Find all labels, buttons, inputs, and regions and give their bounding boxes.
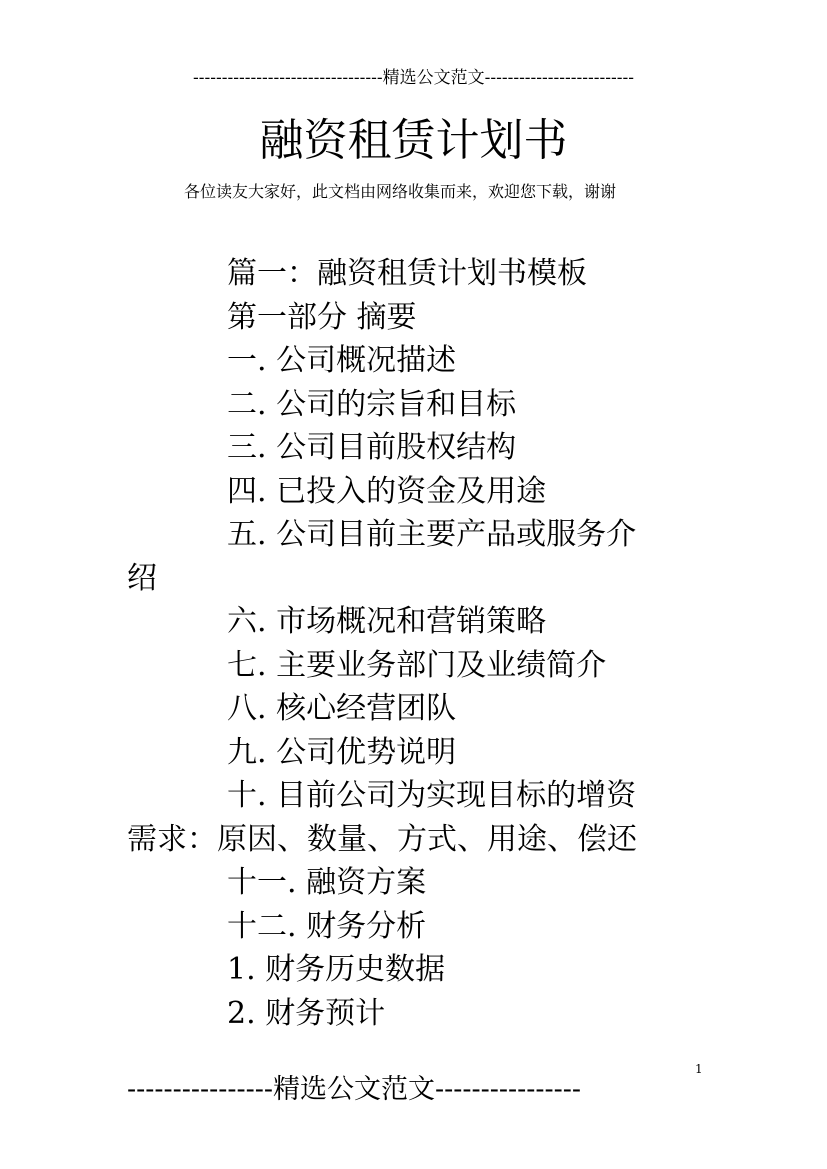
body-line: 绍 [127,560,157,596]
page-number: 1 [695,1062,703,1076]
document-title: 融资租赁计划书 [259,115,568,166]
body-line: 七. 主要业务部门及业绩简介 [227,647,607,683]
document-body [127,252,707,1035]
body-line: 九. 公司优势说明 [227,734,457,770]
body-line: 一. 公司概况描述 [227,343,457,378]
body-line: 十一. 融资方案 [227,865,427,900]
body-line: 十二. 财务分析 [227,908,427,944]
body-line: 二. 公司的宗旨和目标 [227,386,517,422]
body-line: 三. 公司目前股权结构 [227,430,517,465]
body-line: 需求：原因、数量、方式、用途、偿还 [127,821,637,857]
body-line: 四. 已投入的资金及用途 [227,473,547,509]
body-line: 篇一：融资租赁计划书模板 [227,256,587,291]
document-subtitle: 各位读友大家好，此文档由网络收集而来，欢迎您下载，谢谢 [184,182,617,201]
body-line: 2. 财务预计 [227,995,386,1031]
page-footer: ----------------精选公文范文---------------- [127,1074,581,1105]
body-line: 八. 核心经营团队 [227,691,457,726]
body-line: 十. 目前公司为实现目标的增资 [227,778,637,813]
body-line: 五. 公司目前主要产品或服务介 [227,517,637,552]
body-line: 第一部分 摘要 [227,299,417,335]
body-line: 1. 财务历史数据 [227,952,446,987]
page-header: ---------------------------------精选公文范文-------------------------- [193,68,634,88]
body-line: 六. 市场概况和营销策略 [227,604,547,639]
